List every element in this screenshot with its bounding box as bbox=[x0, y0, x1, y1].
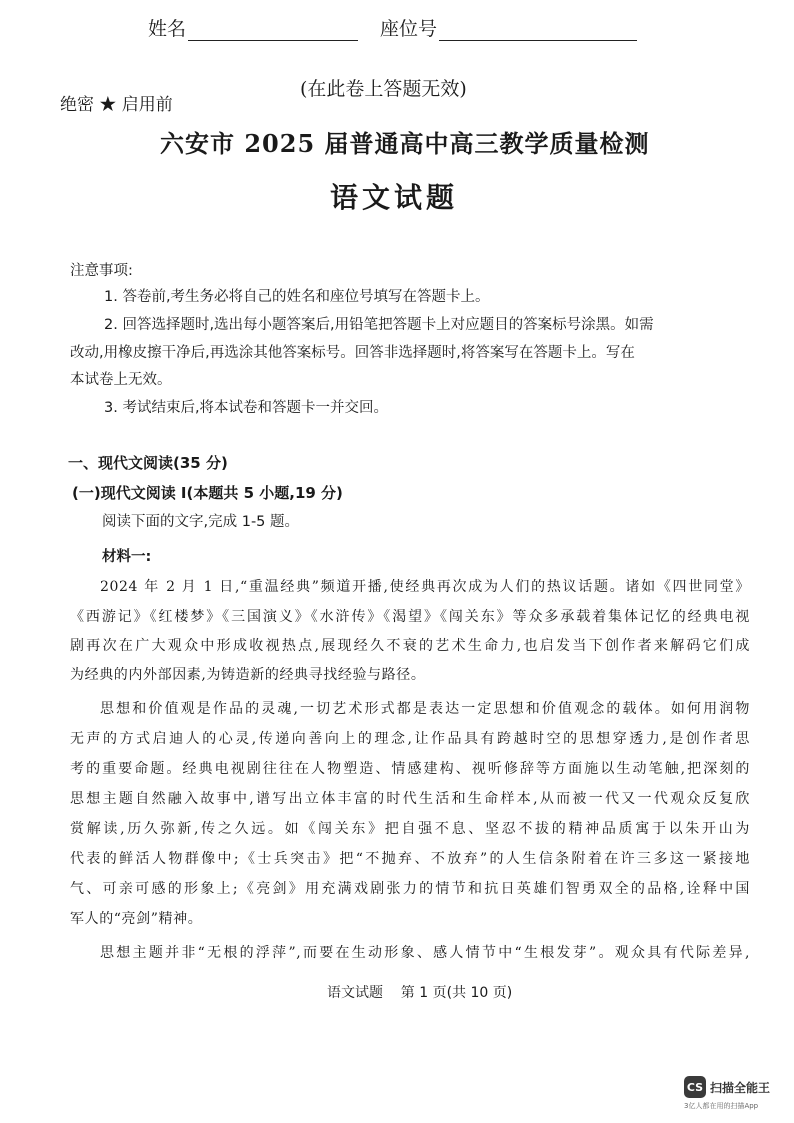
passage-line: 为经典的内外部因素,为铸造新的经典寻找经验与路径。 bbox=[70, 667, 426, 683]
notice-item-1: 1. 答卷前,考生务必将自己的姓名和座位号填写在答题卡上。 bbox=[104, 289, 490, 305]
seat-label: 座位号 bbox=[380, 18, 438, 40]
secret-label: 绝密 ★ 启用前 bbox=[60, 95, 173, 115]
passage-line: 考的重要命题。经典电视剧往往在人物塑造、情感建构、视听修辞等方面施以生动笔触,把深刻的 bbox=[70, 761, 750, 777]
seat-field bbox=[380, 14, 637, 41]
name-blank-line bbox=[188, 22, 358, 41]
material-label: 材料一: bbox=[102, 549, 152, 565]
passage-line: 思想主题自然融入故事中,谱写出立体丰富的时代生活和生命样本,从而被一代又一代观众反复欣 bbox=[70, 791, 750, 807]
watermark-brand: 扫描全能王 bbox=[710, 1080, 771, 1095]
subject-title: 语文试题 bbox=[330, 181, 459, 214]
passage-line: 《西游记》《红楼梦》《三国演义》《水浒传》《渴望》《闯关东》等众多承载着集体记忆的经典电视 bbox=[70, 609, 750, 625]
passage-line: 2024 年 2 月 1 日,“重温经典”频道开播,使经典再次成为人们的热议话题。诸如《四世同堂》 bbox=[100, 579, 750, 595]
passage-line: 剧再次在广大观众中形成收视热点,展现经久不衰的艺术生命力,也启发当下创作者来解码它们成 bbox=[70, 638, 750, 654]
name-field bbox=[148, 14, 358, 41]
passage-line: 思想和价值观是作品的灵魂,一切艺术形式都是表达一定思想和价值观念的载体。如何用润物 bbox=[100, 701, 750, 717]
name-label: 姓名 bbox=[148, 18, 187, 40]
passage-line: 赏解读,历久弥新,传之久远。如《闯关东》把自强不息、坚忍不拔的精神品质寓于以朱开山为 bbox=[70, 821, 750, 837]
section-subheading: (一)现代文阅读 I(本题共 5 小题,19 分) bbox=[72, 484, 343, 502]
passage-line: 无声的方式启迪人的心灵,传递向善向上的理念,让作品具有跨越时空的思想穿透力,是创作者思 bbox=[70, 731, 750, 747]
passage-line: 军人的“亮剑”精神。 bbox=[70, 911, 203, 927]
watermark-tagline: 3亿人都在用的扫描App bbox=[684, 1102, 759, 1110]
seat-blank-line bbox=[439, 22, 637, 41]
notice-item-3: 3. 考试结束后,将本试卷和答题卡一并交回。 bbox=[104, 400, 389, 416]
section-heading: 一、现代文阅读(35 分) bbox=[68, 454, 228, 472]
passage-line: 代表的鲜活人物群像中;《士兵突击》把“不抛弃、不放弃”的人生信条附着在许三多这一紧接地 bbox=[70, 851, 750, 867]
notice-item-2-line-2: 改动,用橡皮擦干净后,再选涂其他答案标号。回答非选择题时,将答案写在答题卡上。写在 bbox=[70, 345, 635, 361]
notice-item-2-line-3: 本试卷上无效。 bbox=[70, 372, 172, 388]
notice-item-2-line-1: 2. 回答选择题时,选出每小题答案后,用铅笔把答题卡上对应题目的答案标号涂黑。如需 bbox=[104, 317, 654, 333]
page-footer: 语文试题 第 1 页(共 10 页) bbox=[327, 985, 513, 1001]
passage-paragraph-3-line: 思想主题并非“无根的浮萍”,而要在生动形象、感人情节中“生根发芽”。观众具有代际差异, bbox=[100, 945, 750, 961]
reading-instruction: 阅读下面的文字,完成 1-5 题。 bbox=[102, 514, 300, 530]
scanner-watermark bbox=[684, 1076, 770, 1111]
exam-title: 六安市 2025 届普通高中高三教学质量检测 bbox=[160, 129, 650, 158]
camscanner-logo-icon: CS bbox=[684, 1076, 706, 1098]
notice-heading: 注意事项: bbox=[70, 263, 133, 279]
invalid-note: (在此卷上答题无效) bbox=[300, 78, 467, 100]
passage-line: 气、可亲可感的形象上;《亮剑》用充满戏剧张力的情节和抗日英雄们智勇双全的品格,诠释中国 bbox=[70, 881, 750, 897]
